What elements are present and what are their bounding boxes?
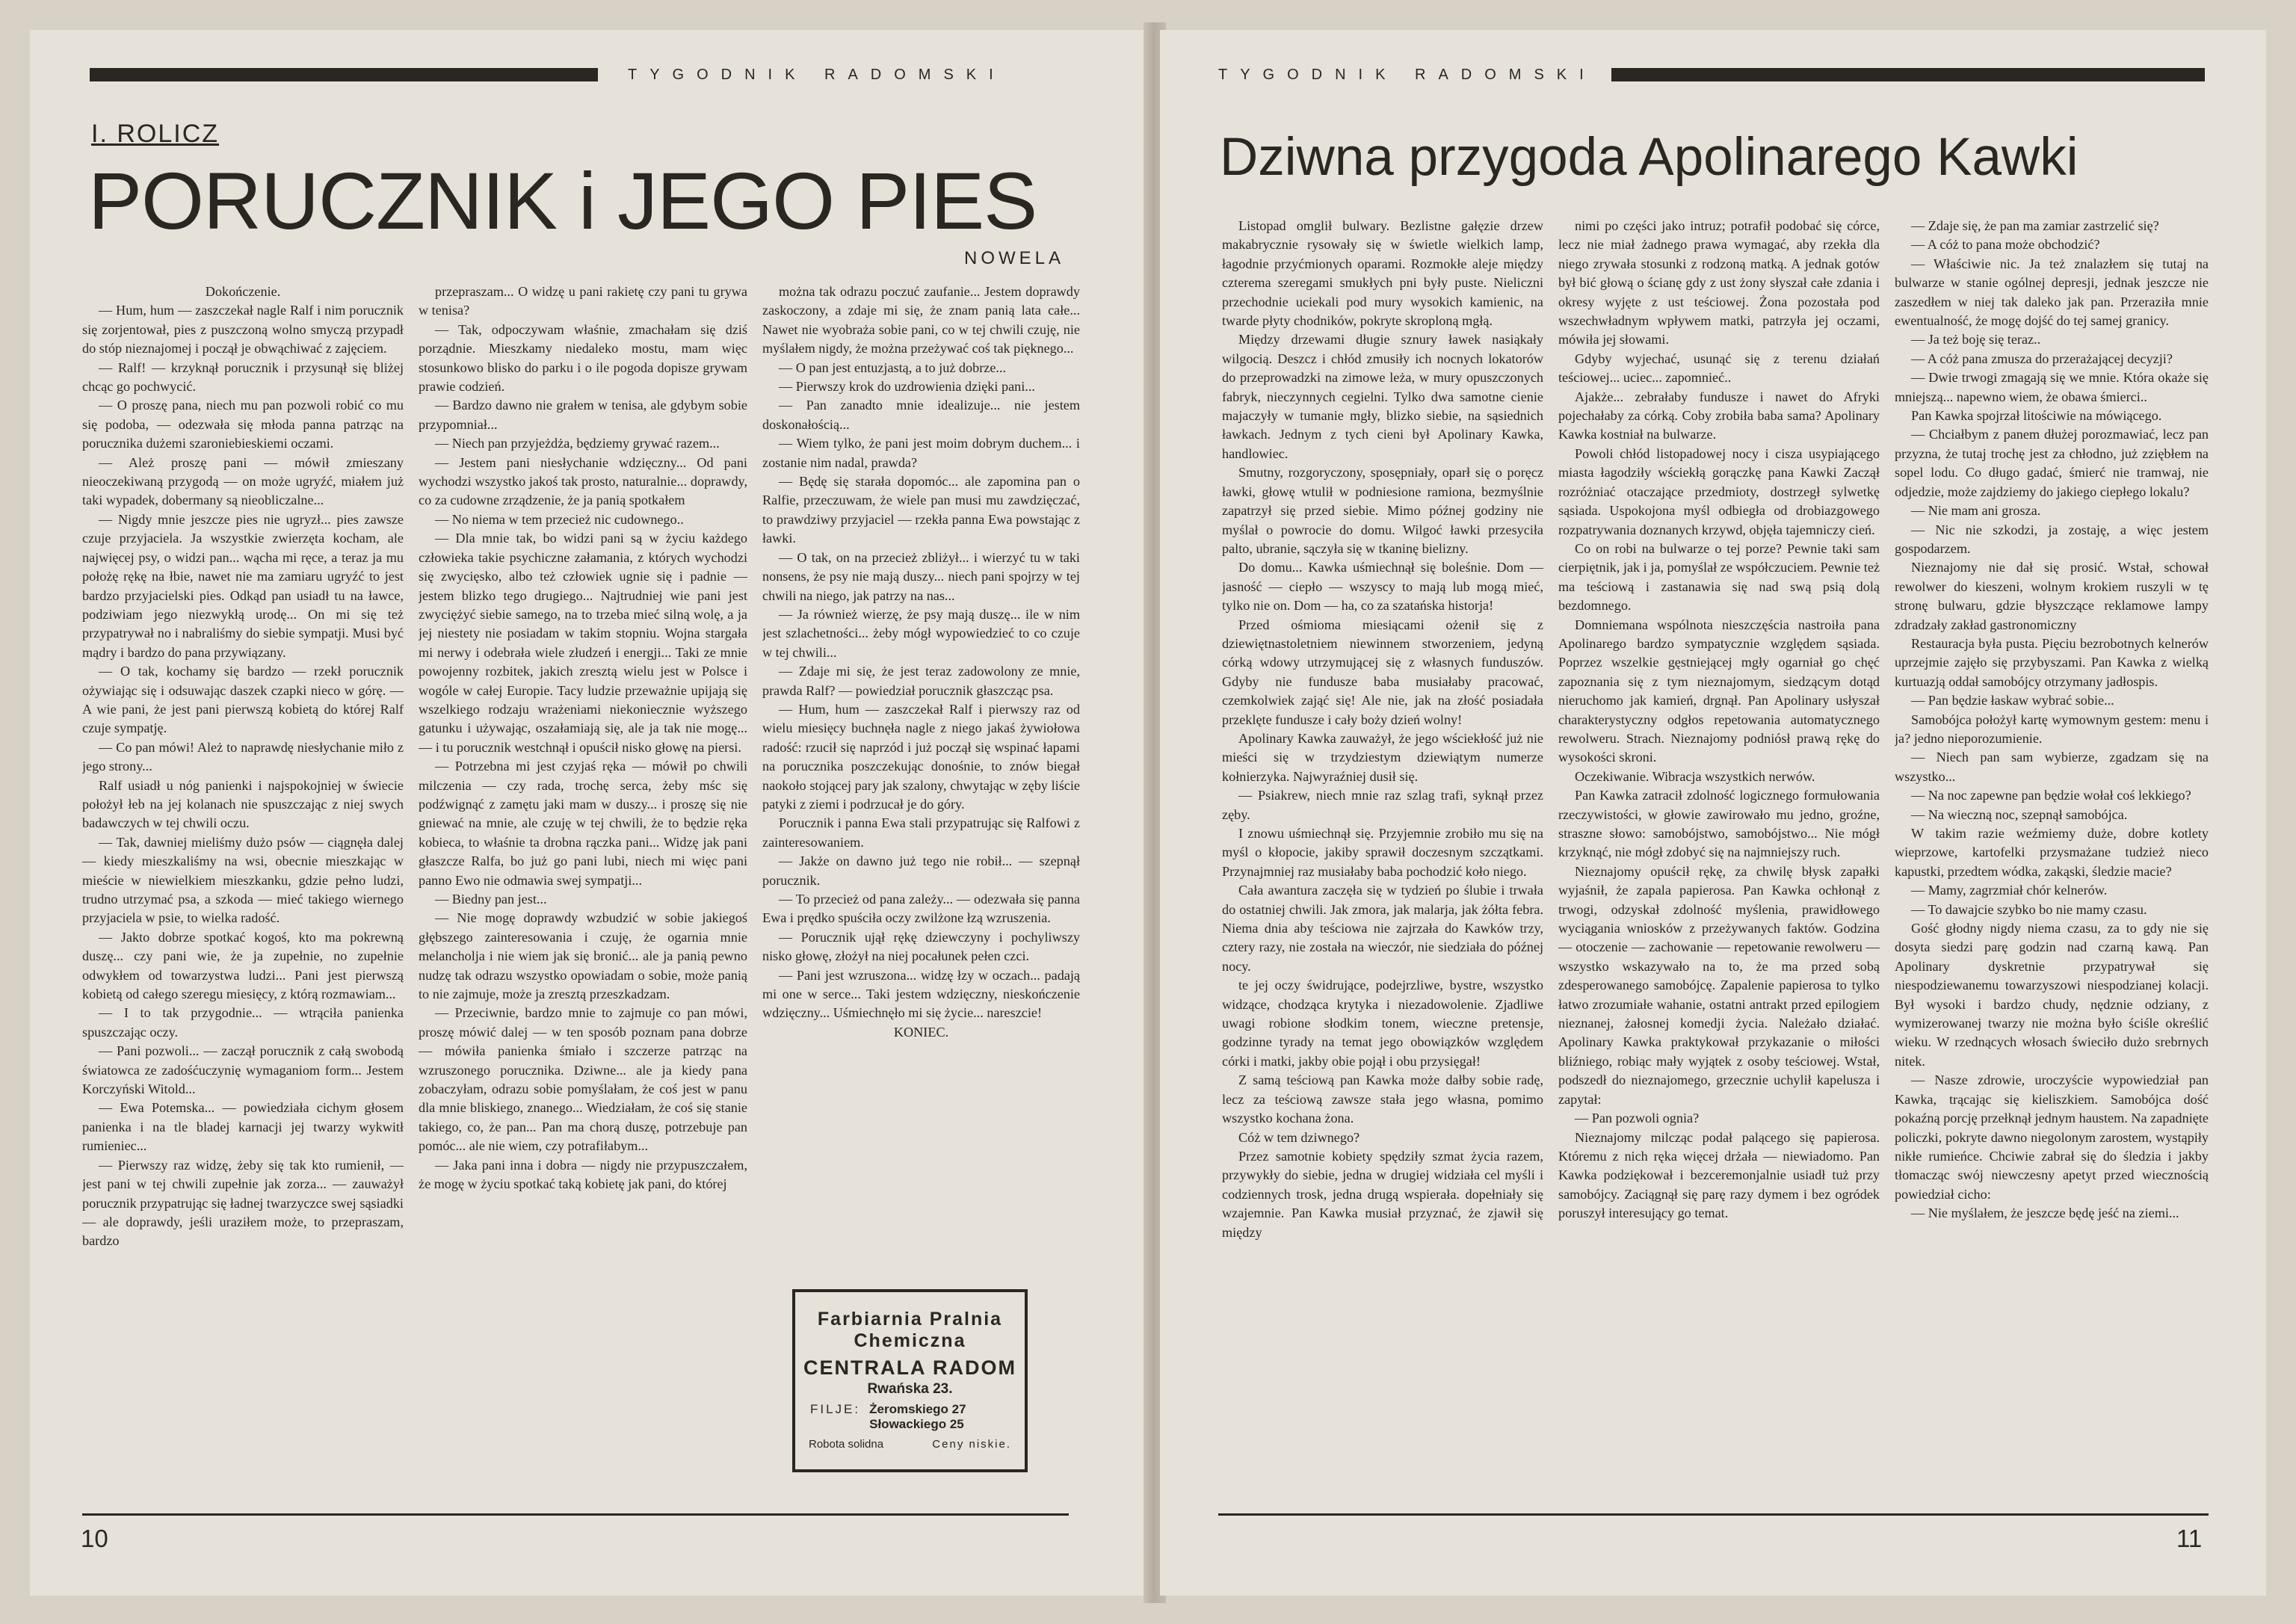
paragraph: Cóż w tem dziwnego? <box>1238 1129 1360 1145</box>
paragraph: — Tak, odpoczywam właśnie, zmachałam się dziś porządnie. Mieszkamy niedaleko mostu, mam więc stosunkowo blisko do parku i o ile pogoda dopisze grywam prawie codzień. <box>419 321 747 395</box>
paragraph: — No niema w tem przecież nic cudownego.. <box>435 511 684 527</box>
ad-line: Farbiarnia Pralnia <box>817 1309 1003 1330</box>
paragraph: — Pani pozwoli... — zaczął porucznik z całą swobodą światowca ze zadośćuczynię wymaganiom form... Jestem Korczyński Witold... <box>82 1043 404 1097</box>
paragraph: — O tak, kochamy się bardzo — rzekł porucznik ożywiając się i odsuwając daszek czapki nieco w górę. — A wie pani, że jest pani pierwszą kobietą do której Ralf czuje sympatję. <box>82 664 404 736</box>
paragraph: — Na noc zapewne pan będzie wołał coś lekkiego? <box>1911 788 2191 803</box>
ad-slogan: Ceny niskie. <box>932 1438 1011 1451</box>
text-column-2 <box>1558 217 1880 1342</box>
paragraph: — Pierwszy raz widzę, żeby się tak kto rumienił, — jest pani w tej chwili zupełnie jak zorza... — zauważył porucznik przypatrując się ładnej twarzyczce swej sąsiadki — ale doprawdy, jeśli uraziłem może, to przepraszam, bardzo <box>82 1157 404 1249</box>
paragraph: — A cóż to pana może obchodzić? <box>1911 237 2100 253</box>
article-author: I. ROLICZ <box>91 120 220 148</box>
paragraph: — Nie mogę doprawdy wzbudzić w sobie jakiegoś głębszego zainteresowania i czuję, że ogarnia mnie melancholja i nie wiem jak się bronić... ale ja panią pewno nudzę tak odrazu wszystko opowiadam o sobie, może panią to nie zajmuje, może ja zresztą przeszkadzam. <box>419 910 747 1002</box>
paragraph: — Niech pan przyjeżdża, będziemy grywać razem... <box>435 436 720 451</box>
paragraph: — Będę się starała dopomóc... ale zapomina pan o Ralfie, przeczuwam, że wiele pan musi mu zawdzięczać, to prawdziwy przyjaciel — rzekła panna Ewa powstając z ławki. <box>762 474 1080 546</box>
paragraph: Oczekiwanie. Wibracja wszystkich nerwów. <box>1575 768 1815 784</box>
paragraph: — Pan będzie łaskaw wybrać sobie... <box>1911 693 2114 708</box>
ad-branch: Słowackiego 25 <box>869 1417 964 1431</box>
paragraph: Domniemana wspólnota nieszczęścia nastroiła pana Apolinarego bardzo sympatycznie względem sąsiada. Poprzez wszelkie gęstniejącej mgły ogarniał go chęć zapoznania się z tym nieznajomym, siedzącym dotąd nieruchomo jak kamień, drgnął. Pan Apolinary usłyszał charakterystyczny odgłos repetowania automatycznego rewolweru. Strach. Nieznajomy podniósł prawą rękę do wysokości skroni. <box>1558 617 1880 765</box>
footer-rule <box>1218 1513 2209 1516</box>
paragraph: — Dwie trwogi zmagają się we mnie. Która okaże się mniejszą... napewno wiem, że obawa śmierci.. <box>1895 370 2209 404</box>
paragraph: — O pan jest entuzjastą, a to już dobrze... <box>779 359 1007 375</box>
ad-line: Chemiczna <box>854 1330 966 1351</box>
paragraph: — Hum, hum — zaszczekał nagle Ralf i nim porucznik się zorjentował, pies z puszczoną wolno smyczą przypadł do stóp nieznajomej i począł je obwąchiwać z zajęciem. <box>82 303 404 356</box>
paragraph: Powoli chłód listopadowej nocy i cisza usypiającego miasta łagodziły wściekłą gorączkę pana Kawki Zaczął rozróżniać otaczające przedmioty, dostrzegł sylwetkę sąsiada. Uspokojona myśl odbiegła od drobiazgowego rozpatrywania doznanych krzywd, objęła tajemniczy cień. <box>1558 445 1880 537</box>
paragraph: — Pan pozwoli ognia? <box>1575 1111 1700 1126</box>
paragraph: — Nigdy mnie jeszcze pies nie ugryzł... pies zawsze czuje przyjaciela. Ja wszystkie zwierzęta kocham, ale najwięcej psy, o widzi pan... wącha mi ręce, a teraz ja mu położę rękę na łbie, nawet nie ma zamiaru ugryźć to jest bardzo przyjacielski pies. Odkąd pan usiadł tu na ławce, podziwiam jego niezwykłą urodę... On mi się też przypatrywał no i nabraliśmy do siebie sympatji. Musi być mądry i bardzo do pana przywiązany. <box>82 511 404 660</box>
paragraph: Restauracja była pusta. Pięciu bezrobotnych kelnerów uprzejmie zajęło się przybyszami. Pan Kawka z wielką kurtuazją oddał samobójcy otrzymany jadłospis. <box>1895 635 2209 689</box>
paragraph: — Bardzo dawno nie grałem w tenisa, ale gdybym sobie przypomniał... <box>419 398 747 432</box>
ad-footer <box>795 1438 1025 1451</box>
paragraph: przepraszam... O widzę u pani rakietę czy pani tu grywa w tenisa? <box>419 284 747 318</box>
paragraph: — O tak, on na przecież zbliżył... i wierzyć tu w taki nonsens, że psy nie mają duszy... niech pani spojrzy w tej chwili na niego, jak patrzy na nas... <box>762 549 1080 603</box>
ad-branches <box>795 1402 1025 1432</box>
paragraph: Gość głodny nigdy niema czasu, za to gdy nie się dosyta siedzi parę godzin nad czarną kawą. Pan Apolinary dyskretnie przypatrywał się niespodziewanemu towarzyszowi niespodzianej kolacji. Był wysoki i bardzo chudy, nędznie odziany, z wymizerowanej twarzy nie można było ściśle określić wieku. W rzednących włosach świeciło dużo srebrnych nitek. <box>1895 921 2209 1069</box>
paragraph: Pan Kawka zatracił zdolność logicznego formułowania rzeczywistości, w głowie zawirowało mu jedno, groźne, straszne słowo: samobójstwo, samobójstwo... Nie mógł krzyknąć, nie mógł zdobyć się na najmniejszy ruch. <box>1558 788 1880 860</box>
advertisement-box <box>792 1289 1028 1472</box>
text-column-3 <box>762 282 1080 1254</box>
masthead-left <box>90 52 1084 97</box>
paragraph: nimi po części jako intruz; potrafił podobać się córce, lecz nie miał żadnego prawa wymagać, aby rzekła dla niego zrywała stosunki z rodzoną matką. A jednak gotów był bić głową o ścianę gdy z ust żony słyszał całe zdania i okresy wyjęte z ust teściowej. Żona pozostała pod wszechwładnym wpływem matki, patrzyła jej oczami, mówiła jej słowami. <box>1558 218 1880 348</box>
paragraph: — Niech pan sam wybierze, zgadzam się na wszystko... <box>1895 750 2209 784</box>
paragraph: — Właściwie nic. Ja też znalazłem się tutaj na bulwarze w stanie ogólnej depresji, jednak jeszcze nie zaszedłem w niej tak daleko jak pan. Przeraziła mnie ewentualność, że mogę dojść do tej samej granicy. <box>1895 256 2209 329</box>
paragraph: Przed ośmioma miesiącami ożenił się z dziewiętnastoletniem niewinnem stworzeniem, jedyną córką wdowy utrzymującej się z własnych funduszów. Gdyby nie fundusze baba musiałaby pracować, czemkolwiek zająć się! Ale nie, jak na złość posiadała przeklęte fundusze i cały boży dzień wolny! <box>1222 617 1543 727</box>
ad-address: Rwańska 23. <box>867 1381 953 1397</box>
page-number: 10 <box>81 1525 108 1552</box>
paragraph: — Potrzebna mi jest czyjaś ręka — mówił po chwili milczenia — czy rada, trochę serca, żeby mśc się podźwignąć z zamętu jaki mam w duszy... i proszę się nie gniewać na mnie, ale czuję w tej chwili, że to będzie ręka kobieca, to właśnie ta drobna rączka pani... Widzę jak pani głaszcze Ralfa, bo już go pani lubi, niech mi więc pani panno Ewo nie odmawia swej sympatji... <box>419 759 747 888</box>
text-column-3 <box>1895 217 2209 1342</box>
masthead-title: TYGODNIK RADOMSKI <box>628 66 1006 83</box>
paragraph: — Dla mnie tak, bo widzi pani są w życiu każdego człowieka takie psychiczne załamania, z których wychodzi się zwycięsko, albo też człowiek ugnie się i padnie — jestem blizko tego drugiego... Najtrudniej wie pani jest zwyciężyć siebie samego, na to trzeba mieć silną wolę, a ja jej niestety nie posiadam w takim stopniu. Wojna stargała mi nerwy i odebrała wiele złudzeń i energji... Taki ze mnie powojenny rozbitek, jakich zresztą wielu jest w Polsce i wogóle w całej Europie. Tacy ludzie przeważnie upijają się wszelkiego rodzaju wrażeniami niekoniecznie wyższego gatunku i używając, oszałamiają się, ale ja tak nie mogę... — i tu porucznik westchnął i opuścił nisko głowę na piersi. <box>419 531 747 755</box>
paragraph: — Pan zanadto mnie idealizuje... nie jestem doskonałością... <box>762 398 1080 432</box>
footer-rule <box>82 1513 1069 1516</box>
ad-branch-list <box>869 1402 966 1432</box>
paragraph: — Tak, dawniej mieliśmy dużo psów — ciągnęła dalej — kiedy mieszkaliśmy na wsi, obecnie mieszkając w mieście w niewielkiem mieszkanku, gdzie pełno ludzi, trudno utrzymać psa, a szkoda — mieć takiego wiernego przyjaciela w psie, to wielka radość. <box>82 834 404 926</box>
paragraph: — Ralf! — krzyknął porucznik i przysunął się bliżej chcąc go pochwycić. <box>82 359 404 395</box>
paragraph: — Ewa Potemska... — powiedziała cichym głosem panienka i na tle bladej karnacji jej twarzy wykwitł rumieniec... <box>82 1100 404 1154</box>
paragraph: Między drzewami długie sznury ławek nasiąkały wilgocią. Deszcz i chłód zmusiły ich nocnych lokatorów do przeprowadzki na zimowe leża, w mury opuszczonych fabryk, nieczynnych cegielni. Tylko dwa samotne cienie majaczyły w tumanie mgły, blizko siebie, na sąsiednich ławkach. Jednym z tych cieni był Apolinary Kawka, handlowiec. <box>1222 332 1543 461</box>
paragraph: Porucznik i panna Ewa stali przypatrując się Ralfowi z zainteresowaniem. <box>762 815 1080 850</box>
paragraph: — Psiakrew, niech mnie raz szlag trafi, syknął przez zęby. <box>1222 788 1543 822</box>
paragraph: — Mamy, zagrzmiał chór kelnerów. <box>1911 883 2108 898</box>
paragraph: Przez samotnie kobiety spędziły szmat życia razem, przywykły do siebie, jedna w drugiej widziała cel myśli i codziennych trosk, jedna drugą wspierała. dopełniały się wzajemnie. Pan Kawka musiał przyznać, że zjawił się między <box>1222 1148 1543 1240</box>
masthead-title: TYGODNIK RADOMSKI <box>1218 66 1596 83</box>
paragraph: — I to tak przygodnie... — wtrąciła panienka spuszczając oczy. <box>82 1005 404 1040</box>
paragraph: Listopad omglił bulwary. Bezlistne gałęzie drzew makabrycznie rysowały się w świetle wielkich lamp, łagodnie przyćmionych oparami. Rozmokłe aleje między czterema szeregami smukłych pni były puste. Nieliczni przechodnie uciekali pod mury wysokich kamienic, na twarde płyty chodników, pokryte skroploną mgłą. <box>1222 218 1543 329</box>
paragraph: — Co pan mówi! Ależ to naprawdę niesłychanie miło z jego strony... <box>82 739 404 774</box>
text-column-1 <box>82 282 404 1344</box>
paragraph: — A cóż pana zmusza do przerażającej decyzji? <box>1911 351 2173 366</box>
masthead-rule <box>1611 68 2205 81</box>
paragraph: — Chciałbym z panem dłużej porozmawiać, lecz pan przyzna, że tutaj trochę jest za chłodno, już zziębłem na sopel lodu. Co długo gadać, śmierć nie tramwaj, nie odjedzie, może zajdziemy do jakiego ciepłego lokalu? <box>1895 427 2209 499</box>
paragraph: — Nic nie szkodzi, ja zostaję, a więc jestem gospodarzem. <box>1895 522 2209 556</box>
paragraph: Ajakże... zebrałaby fundusze i nawet do Afryki pojechałaby za córką. Coby zrobiła baba sama? Apolinary Kawka kostniał na bulwarze. <box>1558 389 1880 442</box>
ad-branches-label: FILJE: <box>810 1402 861 1416</box>
paragraph: Co on robi na bulwarze o tej porze? Pewnie taki sam cierpiętnik, jak i ja, pomyślał ze współczuciem. Pewnie też ma teściową i zastanawia się nad swą psią dolą bezdomnego. <box>1558 540 1880 614</box>
paragraph: — Biedny pan jest... <box>435 892 547 907</box>
masthead-rule <box>90 68 598 81</box>
paragraph: — Ja też boję się teraz.. <box>1911 332 2041 348</box>
paragraph: — Pani jest wzruszona... widzę łzy w oczach... padają mi one w serce... Taki jestem wdzięczny, nieskończenie wdzięczny... Uśmiechnęło mi się życie... nareszcie! <box>762 967 1080 1021</box>
article-genre: NOWELA <box>964 248 1065 268</box>
paragraph: Ralf usiadł u nóg panienki i najspokojniej w świecie położył łeb na jej kolanach nie spuszczając z niej swych badawczych w tej chwili oczu. <box>82 777 404 831</box>
paragraph: Smutny, rozgoryczony, sposępniały, oparł się o poręcz ławki, głowę wtulił w podniesione ramiona, bezmyślnie zapatrzył się przed siebie. Mimo późnej godziny nie myślał o powrocie do domu. Wilgoć ławki przesyciła palto, ubranie, sączyła się w tkaninę bielizny. <box>1222 465 1543 556</box>
paragraph: Pan Kawka spojrzał litościwie na mówiącego. <box>1911 408 2162 424</box>
paragraph: Do domu... Kawka uśmiechnął się boleśnie. Dom — jasność — ciepło — wszyscy to mają lub mogą mieć, tylko nie on. Dom — ha, co za szatańska historja! <box>1222 560 1543 614</box>
paragraph: Apolinary Kawka zauważył, że jego wściekłość już nie mieści się w trzydziestym dziewiątym numerze kołnierzyka. Najwyraźniej dusił się. <box>1222 730 1543 784</box>
paragraph: — Jaka pani inna i dobra — nigdy nie przypuszczałem, że mogę w życiu spotkać taką kobietę jak pani, do której <box>419 1157 747 1192</box>
paragraph: — Nie mam ani grosza. <box>1911 503 2041 519</box>
paragraph: — Przeciwnie, bardzo mnie to zajmuje co pan mówi, proszę mówić dalej — w ten sposób poznam pana dobrze — mówiła panienka śmiało i szczerze patrząc na wzruszonego porucznika. Dziwne... ale ja kiedy pana zobaczyłam, odrazu sobie pomyślałam, że coś jest w panu dla mnie bliskiego, znanego... Wiedziałam, że coś się stanie takiego, co, że pan... Pan ma chorą duszę, potrzebuje pan pomóc... ale nie wiem, czy potrafiłabym... <box>419 1005 747 1154</box>
paragraph: — Zdaje mi się, że jest teraz zadowolony ze mnie, prawda Ralf? — powiedział porucznik głaszcząc psa. <box>762 664 1080 698</box>
paragraph: można tak odrazu poczuć zaufanie... Jestem doprawdy zaskoczony, a zdaje mi się, że znam panią lata całe... Nawet nie wyobraża sobie pani, co w tej chwili czuję, nie myślałem nigdy, że można przeżywać coś tak pięknego... <box>762 284 1080 356</box>
paragraph: — O proszę pana, niech mu pan pozwoli robić co mu się podoba, — odezwała się młoda panna patrząc na porucznika dużemi szaroniebieskiemi oczami. <box>82 398 404 451</box>
paragraph: — Ależ proszę pani — mówił zmieszany nieoczekiwaną przygodą — on może ugryźć, miałem już taki wypadek, dobermany są nieobliczalne... <box>82 454 404 508</box>
page-number: 11 <box>2176 1525 2203 1552</box>
paragraph: Nieznajomy nie dał się prosić. Wstał, schował rewolwer do kieszeni, wolnym krokiem ruszyli w tę stronę bulwaru, gdzie błyszczące reklamowe lampy zdradzały zakład gastronomiczny <box>1895 560 2209 632</box>
text-column-2 <box>419 282 747 1344</box>
paragraph: te jej oczy świdrujące, podejrzliwe, bystre, wszystko widzące, chodząca krytyka i niezadowolenie. Zjadliwe uwagi robione słodkim tonem, wieczne pretensje, godzinne tyrady na temat jego obowiązków względem córki i matki, jakby obie pojął i obu przysięgał! <box>1222 978 1543 1069</box>
paragraph: Dokończenie. <box>205 284 281 299</box>
ad-branch: Żeromskiego 27 <box>869 1402 966 1416</box>
paragraph: — Ja również wierzę, że psy mają duszę... ile w nim jest szlachetności... żeby mógł wypowiedzieć to co czuje w tej chwili... <box>762 606 1080 660</box>
paragraph: Gdyby wyjechać, usunąć się z terenu działań teściowej... uciec... zapomnieć.. <box>1558 351 1880 386</box>
masthead-right <box>1218 52 2205 97</box>
paragraph: — Nasze zdrowie, uroczyście wypowiedział pan Kawka, trącając się kieliszkiem. Samobójca dość pokaźną porcję przełknął jednym haustem. Na zapadnięte policzki, pokryte dawno niegolonym zarostem, wystąpiły nikłe rumieńce. Chciwie zabrał się do śledzia i jakby tłomacząc swój niewczesny apetyt przed wiecznością powiedział cicho: <box>1895 1072 2209 1202</box>
paragraph: — Jestem pani niesłychanie wdzięczny... Od pani wychodzi wszystko jakoś tak prosto, naturalnie... doprawdy, co za cudowne zrządzenie, że ja panią spotkałem <box>419 454 747 508</box>
paragraph: Cała awantura zaczęła się w tydzień po ślubie i trwała do ostatniej chwili. Jak zmora, jak malarja, jak żółta febra. Niema dnia aby teściowa nie zajrzała do Kawków trzy, cztery razy, nie została na wieczór, nie siedziała do późnej nocy. <box>1222 883 1543 974</box>
article-title: Dziwna przygoda Apolinarego Kawki <box>1220 128 2079 187</box>
text-column-1 <box>1222 217 1543 1342</box>
paragraph: — Jakto dobrze spotkać kogoś, kto ma pokrewną duszę... czy pani wie, że ja zupełnie, no zupełnie odwykłem od towarzystwa ludzi... Pani jest pierwszą kobietą od całego szeregu miesięcy, z którą rozmawiam... <box>82 929 404 1002</box>
paragraph: — To przecież od pana zależy... — odezwała się panna Ewa i prędko spuściła oczy zwilżone łzą wzruszenia. <box>762 892 1080 926</box>
paragraph: Nieznajomy opuścił rękę, za chwilę błysk zapałki wyjaśnił, że zapala papierosa. Pan Kawka ochłonął z trwogi, odzyskał zdolność myślenia, prawidłowego wyciągania wniosków z przeżywanych faktów. Godzina — otoczenie — zachowanie — repetowanie rewolweru — wszystko wskazywało na to, że ma przed sobą zdesperowanego samobójcę. Zapalenie papierosa to tylko łatwo zrozumiałe wahanie, ostatni antrakt przed epilogiem nieznanej, żałosnej komedji życia. Należało działać. Apolinary Kawka praktykował przykazanie o miłości bliźniego, robiąc mały wyjątek z osoby teściowej. Wstał, podszedł do nieznajomego, grzecznie uchylił kapelusza i zapytał: <box>1558 863 1880 1107</box>
paragraph: — Na wieczną noc, szepnął samobójca. <box>1911 806 2128 822</box>
paragraph: — Hum, hum — zaszczekał Ralf i pierwszy raz od wielu miesięcy buchnęła nagle z niego jakaś żywiołowa radość: rzucił się naprzód i już począł się wspinać łapami na porucznika poszczekując donośnie, to znów biegał naokoło stojącej pary jak szalony, chwytając w zęby liście patyki z ziemi i podrzucał je do góry. <box>762 701 1080 812</box>
paragraph: I znowu uśmiechnął się. Przyjemnie zrobiło mu się na myśl o kłopocie, jakiby sprawił doczesnym szczątkami. Przynajmniej raz musiałaby baba pochodzić koło niego. <box>1222 826 1543 879</box>
paragraph: Samobójca położył kartę wymownym gestem: menu i ja? jedno nieporozumienie. <box>1895 711 2209 746</box>
paragraph: Z samą teściową pan Kawka może dałby sobie radę, lecz za teściową zawsze stała jego własna, pomimo wszystko kochana żona. <box>1222 1072 1543 1126</box>
paragraph: W takim razie weźmiemy duże, dobre kotlety wieprzowe, kartofelki przysmażane tudzież nieco kapustki, przedtem wódka, zakąski, śledzie macie? <box>1895 826 2209 879</box>
paragraph: — Jakże on dawno już tego nie robił... — szepnął porucznik. <box>762 853 1080 888</box>
article-title: PORUCZNIK i JEGO PIES <box>88 155 1037 246</box>
paragraph: KONIEC. <box>893 1024 949 1040</box>
paragraph: — Pierwszy krok do uzdrowienia dzięki pani... <box>779 379 1035 395</box>
ad-slogan: Robota solidna <box>809 1438 884 1451</box>
paragraph: — Zdaje się, że pan ma zamiar zastrzelić się? <box>1911 218 2159 233</box>
paragraph: — Nie myślałem, że jeszcze będę jeść na ziemi... <box>1911 1205 2179 1221</box>
paragraph: — Porucznik ujął rękę dziewczyny i pochyliwszy nisko głowę, złożył na niej pocałunek pełen czci. <box>762 929 1080 964</box>
paragraph: — To dawajcie szybko bo nie mamy czasu. <box>1911 901 2147 917</box>
paragraph: — Wiem tylko, że pani jest moim dobrym duchem... i zostanie nim nadal, prawda? <box>762 436 1080 470</box>
ad-line: CENTRALA RADOM <box>803 1356 1016 1379</box>
paragraph: Nieznajomy milcząc podał palącego się papierosa. Któremu z nich ręka więcej drżała — niewiadomo. Pan Kawka podziękował i bezceremonjalnie usiadł tuż przy samobójcy. Zaciągnął się parę razy dymem i bez ogródek poruszył interesujący go temat. <box>1558 1129 1880 1221</box>
